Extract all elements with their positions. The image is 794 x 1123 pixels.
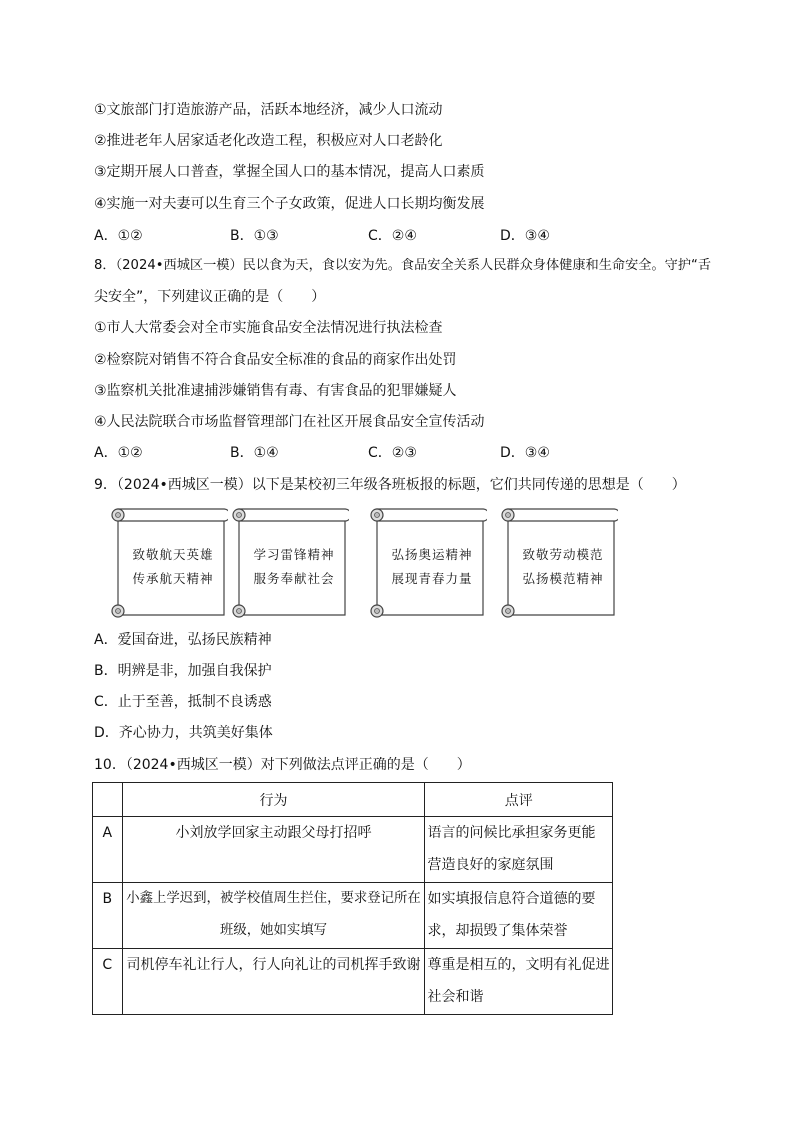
q8-statement-2: ②检察院对销售不符合食品安全标准的食品的商家作出处罚 xyxy=(94,352,457,368)
q8-option-c[interactable]: C．②③ xyxy=(368,445,417,461)
scroll-2-line2: 服务奉献社会 xyxy=(253,571,335,586)
behavior-line1: 小刘放学回家主动跟父母打招呼 xyxy=(175,825,372,841)
header-comment: 点评 xyxy=(425,783,613,817)
q8-statement-1: ①市人大常委会对全市实施食品安全法情况进行执法检查 xyxy=(94,320,443,336)
q8-option-b[interactable]: B．①④ xyxy=(230,445,279,461)
comment-line1: 如实填报信息符合道德的要 xyxy=(427,891,596,907)
q10-stem: 10．（2024•西城区一模）对下列做法点评正确的是（ ） xyxy=(94,757,471,773)
q8-statement-3: ③监察机关批准逮捕涉嫌销售有毒、有害食品的犯罪嫌疑人 xyxy=(94,383,457,399)
q7-option-d[interactable]: D．③④ xyxy=(500,228,550,244)
behavior-line1: 小鑫上学迟到，被学校值周生拦住，要求登记所在 xyxy=(126,891,421,906)
scroll-1-line2: 传承航天精神 xyxy=(132,571,214,586)
blackboard-title-scroll-3 xyxy=(369,507,487,619)
comment-line2: 求，却损毁了集体荣誉 xyxy=(427,923,568,939)
table-row xyxy=(93,949,613,1015)
table-row xyxy=(93,883,613,949)
q8-option-d[interactable]: D．③④ xyxy=(500,445,550,461)
row-label: A xyxy=(93,817,123,883)
q7-statement-3: ③定期开展人口普查，掌握全国人口的基本情况，提高人口素质 xyxy=(94,164,485,180)
row-comment xyxy=(425,817,613,883)
scroll-4-line2: 弘扬模范精神 xyxy=(522,571,604,586)
q8-option-a[interactable]: A．①② xyxy=(94,445,143,461)
q8-stem-line2: 尖安全”，下列建议正确的是（ ） xyxy=(94,289,326,305)
row-behavior xyxy=(122,817,425,883)
q7-statement-4: ④实施一对夫妻可以生育三个子女政策，促进人口长期均衡发展 xyxy=(94,196,485,212)
header-behavior: 行为 xyxy=(122,783,425,817)
q8-stem-line1: 8．（2024•西城区一模）民以食为天，食以安为先。食品安全关系人民群众身体健康和生命安全。守护“舌 xyxy=(94,258,712,273)
comment-line1: 尊重是相互的，文明有礼促进 xyxy=(427,957,610,973)
scroll-1-line1: 致敬航天英雄 xyxy=(132,547,214,562)
q9-option-c[interactable]: C．止于至善，抵制不良诱惑 xyxy=(94,694,272,710)
comment-line1: 语言的问候比承担家务更能 xyxy=(427,825,596,841)
blackboard-title-scroll-4 xyxy=(500,507,618,619)
behavior-line2: 班级，她如实填写 xyxy=(219,923,328,938)
q7-statement-1: ①文旅部门打造旅游产品，活跃本地经济，减少人口流动 xyxy=(94,102,443,118)
row-label: C xyxy=(93,949,123,1015)
scroll-3-line1: 弘扬奥运精神 xyxy=(391,547,473,562)
q8-statement-4: ④人民法院联合市场监督管理部门在社区开展食品安全宣传活动 xyxy=(94,414,485,430)
q7-option-c[interactable]: C．②④ xyxy=(368,228,417,244)
comment-line2: 营造良好的家庭氛围 xyxy=(427,857,554,873)
blackboard-title-scroll-2 xyxy=(231,507,349,619)
scroll-4-line1: 致敬劳动模范 xyxy=(522,547,604,562)
q10-table xyxy=(92,782,613,1015)
comment-line2: 社会和谐 xyxy=(427,989,484,1005)
table-row xyxy=(93,817,613,883)
row-comment xyxy=(425,949,613,1015)
row-behavior xyxy=(122,883,425,949)
row-label: B xyxy=(93,883,123,949)
q7-option-b[interactable]: B．①③ xyxy=(230,228,279,244)
row-behavior xyxy=(122,949,425,1015)
q9-option-d[interactable]: D．齐心协力，共筑美好集体 xyxy=(94,725,273,741)
scroll-2-line1: 学习雷锋精神 xyxy=(253,547,335,562)
blackboard-title-scroll-1 xyxy=(110,507,228,619)
q9-option-b[interactable]: B．明辨是非，加强自我保护 xyxy=(94,663,272,679)
scroll-3-line2: 展现青春力量 xyxy=(391,571,473,586)
q9-stem: 9．（2024•西城区一模）以下是某校初三年级各班板报的标题，它们共同传递的思想是（ ） xyxy=(94,477,686,493)
header-blank xyxy=(93,783,123,817)
q9-option-a[interactable]: A．爱国奋进，弘扬民族精神 xyxy=(94,632,272,648)
behavior-line1: 司机停车礼让行人，行人向礼让的司机挥手致谢 xyxy=(126,957,421,973)
row-comment xyxy=(425,883,613,949)
q7-option-a[interactable]: A．①② xyxy=(94,228,143,244)
q7-statement-2: ②推进老年人居家适老化改造工程，积极应对人口老龄化 xyxy=(94,133,443,149)
table-header-row xyxy=(93,783,613,817)
